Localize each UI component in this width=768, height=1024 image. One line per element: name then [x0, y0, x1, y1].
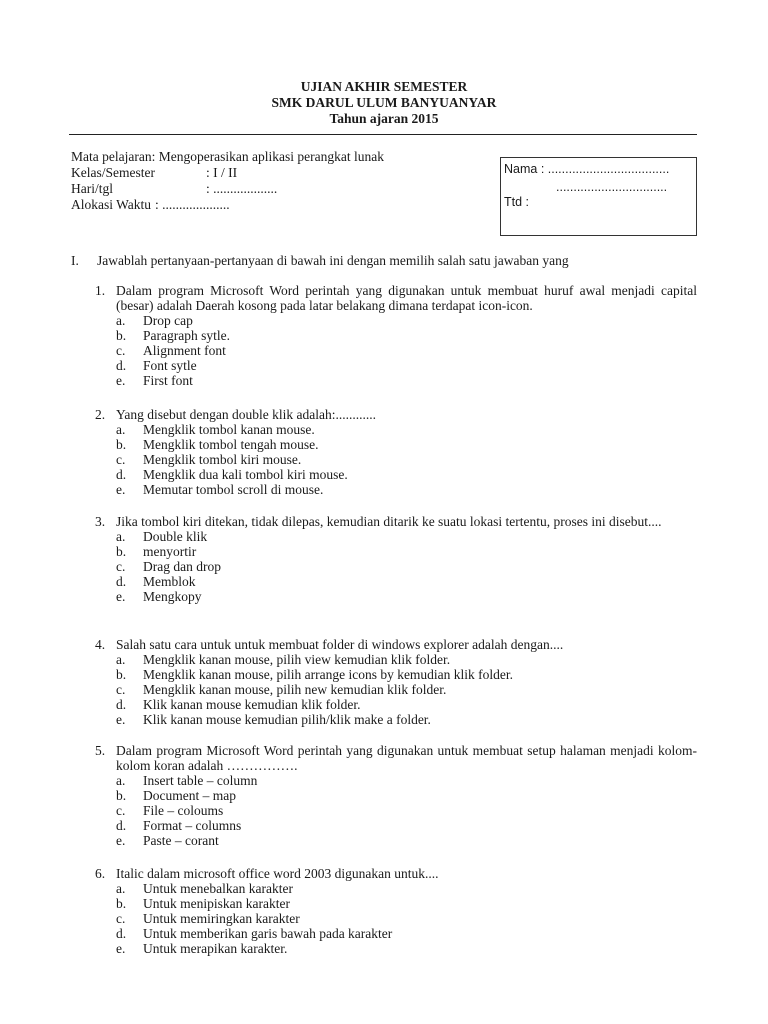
name-field-continuation: ................................	[556, 180, 668, 194]
option-letter: d.	[116, 818, 127, 834]
question-6	[95, 866, 697, 956]
answer-option	[116, 373, 697, 388]
option-letter: a.	[116, 422, 126, 438]
option-text: Memutar tombol scroll di mouse.	[143, 482, 324, 498]
question-stem: Dalam program Microsoft Word perintah yang digunakan untuk membuat huruf awal menjadi capital (besar) adalah Daerah kosong pada latar belakang dimana terdapat icon-icon.	[116, 283, 697, 314]
answer-option	[116, 559, 697, 574]
option-letter: e.	[116, 712, 126, 728]
date-label: Hari/tgl	[71, 181, 113, 196]
option-letter: b.	[116, 544, 127, 560]
question-number: 3.	[95, 514, 106, 529]
answer-option	[116, 667, 697, 682]
answer-option	[116, 482, 697, 497]
option-letter: c.	[116, 911, 126, 927]
school-name: SMK DARUL ULUM BANYUANYAR	[271, 95, 497, 110]
option-letter: e.	[116, 482, 126, 498]
name-field: Nama : ...................................	[504, 162, 670, 176]
option-letter: e.	[116, 373, 126, 389]
class-row	[71, 165, 384, 181]
question-stem: Yang disebut dengan double klik adalah:............	[116, 407, 376, 422]
question-2	[95, 407, 697, 497]
option-text: Mengklik tombol kanan mouse.	[143, 422, 315, 438]
option-text: Klik kanan mouse kemudian pilih/klik make a folder.	[143, 712, 431, 728]
option-letter: b.	[116, 328, 127, 344]
option-text: Untuk menebalkan karakter	[143, 881, 293, 897]
signature-field: Ttd :	[504, 195, 530, 209]
answer-options	[116, 529, 697, 604]
question-text	[95, 283, 697, 313]
answer-option	[116, 358, 697, 373]
answer-options	[116, 652, 697, 727]
time-label: Alokasi Waktu	[71, 197, 152, 212]
option-letter: a.	[116, 313, 126, 329]
option-letter: c.	[116, 452, 126, 468]
option-letter: c.	[116, 682, 126, 698]
option-letter: b.	[116, 896, 127, 912]
answer-option	[116, 788, 697, 803]
option-letter: c.	[116, 559, 126, 575]
answer-option	[116, 941, 697, 956]
option-text: Klik kanan mouse kemudian klik folder.	[143, 697, 361, 713]
option-text: Untuk memiringkan karakter	[143, 911, 300, 927]
exam-title: UJIAN AKHIR SEMESTER	[300, 79, 468, 94]
option-text: Untuk menipiskan karakter	[143, 896, 290, 912]
answer-option	[116, 773, 697, 788]
question-text	[95, 514, 697, 529]
option-text: Mengklik dua kali tombol kiri mouse.	[143, 467, 348, 483]
option-text: Mengklik tombol tengah mouse.	[143, 437, 319, 453]
section-instruction	[71, 253, 569, 269]
answer-options	[116, 773, 697, 848]
time-value: : ....................	[155, 197, 230, 212]
class-value: : I / II	[206, 165, 238, 180]
option-letter: a.	[116, 881, 126, 897]
answer-option	[116, 803, 697, 818]
answer-option	[116, 452, 697, 467]
answer-option	[116, 682, 697, 697]
answer-option	[116, 881, 697, 896]
question-text	[95, 743, 697, 773]
option-text: Drop cap	[143, 313, 193, 329]
question-stem: Jika tombol kiri ditekan, tidak dilepas, kemudian ditarik ke suatu lokasi tertentu, proses ini disebut....	[116, 514, 662, 529]
question-text	[95, 407, 697, 422]
option-letter: a.	[116, 529, 126, 545]
option-text: Insert table – column	[143, 773, 258, 789]
answer-option	[116, 437, 697, 452]
date-value: : ...................	[206, 181, 278, 196]
option-text: Alignment font	[143, 343, 226, 359]
subject-row	[71, 149, 384, 165]
option-letter: d.	[116, 926, 127, 942]
section-text: Jawablah pertanyaan-pertanyaan di bawah ini dengan memilih salah satu jawaban yang	[97, 253, 569, 268]
question-text	[95, 637, 697, 652]
answer-option	[116, 697, 697, 712]
answer-option	[116, 574, 697, 589]
question-number: 2.	[95, 407, 106, 422]
answer-option	[116, 529, 697, 544]
option-text: Drag dan drop	[143, 559, 221, 575]
option-text: Paste – corant	[143, 833, 219, 849]
answer-option	[116, 926, 697, 941]
option-text: Paragraph sytle.	[143, 328, 230, 344]
answer-options	[116, 313, 697, 388]
class-label: Kelas/Semester	[71, 165, 155, 180]
academic-year: Tahun ajaran 2015	[329, 111, 439, 126]
option-text: Memblok	[143, 574, 196, 590]
question-4	[95, 637, 697, 727]
option-text: Mengklik kanan mouse, pilih new kemudian klik folder.	[143, 682, 447, 698]
answer-option	[116, 712, 697, 727]
question-number: 5.	[95, 743, 106, 758]
answer-options	[116, 881, 697, 956]
question-stem: Dalam program Microsoft Word perintah yang digunakan untuk membuat setup halaman menjadi kolom-kolom koran adalah …………….	[116, 743, 697, 774]
option-text: Font sytle	[143, 358, 197, 374]
answer-option	[116, 313, 697, 328]
option-text: Document – map	[143, 788, 236, 804]
option-text: menyortir	[143, 544, 197, 560]
option-letter: a.	[116, 652, 126, 668]
option-text: Untuk memberikan garis bawah pada karakter	[143, 926, 393, 942]
question-3	[95, 514, 697, 604]
date-row	[71, 181, 384, 197]
option-letter: c.	[116, 803, 126, 819]
option-text: Mengklik kanan mouse, pilih view kemudian klik folder.	[143, 652, 451, 668]
subject-text: Mata pelajaran: Mengoperasikan aplikasi perangkat lunak	[71, 149, 385, 164]
section-number: I.	[71, 253, 79, 268]
exam-info	[71, 149, 384, 213]
option-letter: e.	[116, 589, 126, 605]
option-letter: e.	[116, 833, 126, 849]
answer-option	[116, 818, 697, 833]
option-text: Mengklik tombol kiri mouse.	[143, 452, 302, 468]
student-name-box	[500, 157, 697, 236]
answer-option	[116, 911, 697, 926]
question-5	[95, 743, 697, 848]
answer-option	[116, 833, 697, 848]
option-text: Mengklik kanan mouse, pilih arrange icons by kemudian klik folder.	[143, 667, 514, 683]
answer-option	[116, 328, 697, 343]
question-stem: Italic dalam microsoft office word 2003 digunakan untuk....	[116, 866, 439, 881]
option-text: First font	[143, 373, 193, 389]
answer-option	[116, 896, 697, 911]
answer-option	[116, 652, 697, 667]
option-letter: e.	[116, 941, 126, 957]
option-letter: c.	[116, 343, 126, 359]
option-letter: d.	[116, 574, 127, 590]
option-text: Double klik	[143, 529, 208, 545]
option-letter: b.	[116, 788, 127, 804]
answer-option	[116, 589, 697, 604]
question-stem: Salah satu cara untuk untuk membuat folder di windows explorer adalah dengan....	[116, 637, 564, 652]
option-text: File – coloums	[143, 803, 224, 819]
question-number: 1.	[95, 283, 106, 298]
option-letter: d.	[116, 697, 127, 713]
exam-header	[0, 79, 768, 127]
answer-option	[116, 467, 697, 482]
answer-option	[116, 544, 697, 559]
option-letter: b.	[116, 437, 127, 453]
option-letter: d.	[116, 358, 127, 374]
option-letter: a.	[116, 773, 126, 789]
question-number: 6.	[95, 866, 106, 881]
time-row	[71, 197, 384, 213]
question-text	[95, 866, 697, 881]
option-letter: b.	[116, 667, 127, 683]
question-1	[95, 283, 697, 388]
answer-options	[116, 422, 697, 497]
header-divider	[69, 134, 697, 135]
question-number: 4.	[95, 637, 106, 652]
option-text: Format – columns	[143, 818, 242, 834]
option-text: Untuk merapikan karakter.	[143, 941, 288, 957]
answer-option	[116, 343, 697, 358]
option-text: Mengkopy	[143, 589, 202, 605]
answer-option	[116, 422, 697, 437]
option-letter: d.	[116, 467, 127, 483]
